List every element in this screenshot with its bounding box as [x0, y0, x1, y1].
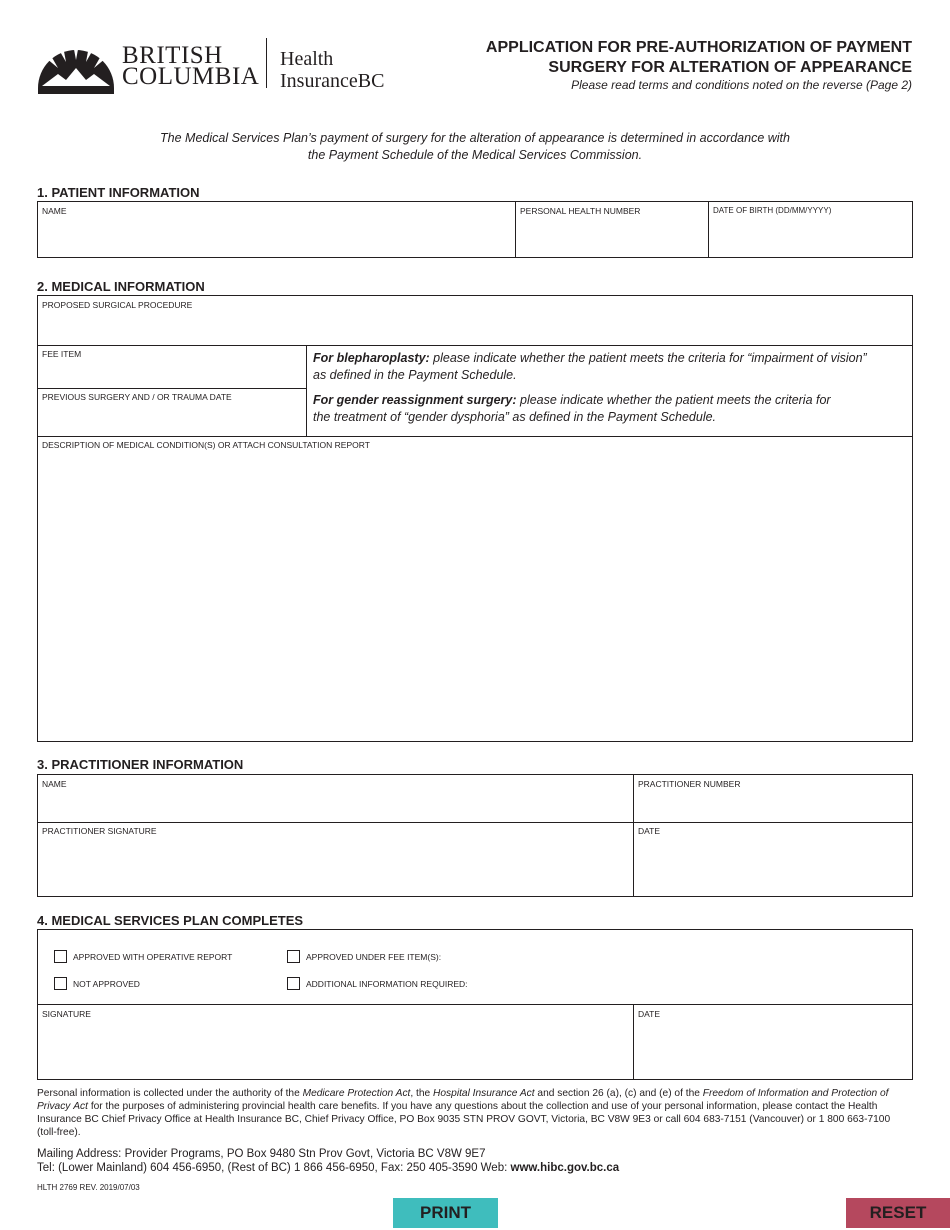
practitioner-date-input[interactable]: [638, 839, 908, 893]
dob-input[interactable]: [713, 220, 909, 254]
phn-input[interactable]: [520, 220, 705, 254]
health-insurance-bc-wordmark: Health InsuranceBC: [280, 48, 385, 92]
msp-date-input[interactable]: [638, 1022, 908, 1076]
form-subtitle: Please read terms and conditions noted on the reverse (Page 2): [571, 78, 912, 92]
section-1-title: 1. PATIENT INFORMATION: [37, 185, 200, 200]
phn-label: PERSONAL HEALTH NUMBER: [520, 206, 641, 216]
form-number: HLTH 2769 REV. 2019/07/03: [37, 1183, 140, 1192]
intro-text: The Medical Services Plan’s payment of surgery for the alteration of appearance is determined in accordance with the Payment Schedule of the Medical Services Commission.: [160, 131, 790, 162]
gender-reassignment-criteria: For gender reassignment surgery: please indicate whether the patient meets the criteria for the treatment of “gender dysphoria” as defined in the Payment Schedule.: [313, 393, 831, 424]
fee-item-label: FEE ITEM: [42, 349, 82, 359]
fee-item-input[interactable]: [42, 362, 302, 386]
mailing-address: Mailing Address: Provider Programs, PO Box 9480 Stn Prov Govt, Victoria BC V8W 9E7: [37, 1148, 486, 1160]
practitioner-signature-field[interactable]: [42, 839, 630, 893]
section-4-title: 4. MEDICAL SERVICES PLAN COMPLETES: [37, 913, 304, 928]
logo-divider: [266, 38, 267, 88]
blepharoplasty-criteria: For blepharoplasty: please indicate whether the patient meets the criteria for “impairment of vision” as defined in the Payment Schedule.: [313, 351, 867, 382]
bc-sun-logo-icon: [36, 38, 116, 94]
description-textarea[interactable]: [42, 454, 908, 736]
privacy-notice: Personal information is collected under the authority of the Medicare Protection Act, the Hospital Insurance Act and section 26 (a), (c) and (e) of the Freedom of Information and Protection of Privacy Act for the purposes of administering provincial health care benefits. If you have any questions about the collection and use of your personal information, please contact the Health Insurance BC Chief Privacy Office at Health Insurance BC, Chief Privacy Office, PO Box 9035 STN PROV GOVT, Victoria, BC V8W 9E3 or call 604 683-7151 (Vancouver) or 1 800 663-7100 (toll-free).: [37, 1088, 891, 1138]
procedure-label: PROPOSED SURGICAL PROCEDURE: [42, 300, 193, 310]
not-approved-checkbox[interactable]: [54, 977, 67, 990]
description-label: DESCRIPTION OF MEDICAL CONDITION(S) OR ATTACH CONSULTATION REPORT: [42, 440, 370, 450]
not-approved-label: NOT APPROVED: [73, 978, 140, 989]
approved-fee-option[interactable]: [287, 950, 441, 963]
patient-info-box: [37, 201, 913, 258]
practitioner-number-label: PRACTITIONER NUMBER: [638, 779, 741, 789]
previous-surgery-label: PREVIOUS SURGERY AND / OR TRAUMA DATE: [42, 392, 232, 402]
practitioner-name-input[interactable]: [42, 793, 630, 819]
msp-signature-label: SIGNATURE: [42, 1009, 91, 1019]
practitioner-info-box: [37, 774, 913, 897]
patient-name-label: NAME: [42, 206, 67, 216]
not-approved-option[interactable]: [54, 977, 140, 990]
practitioner-name-label: NAME: [42, 779, 67, 789]
website-link[interactable]: www.hibc.gov.bc.ca: [510, 1162, 620, 1174]
practitioner-number-input[interactable]: [638, 793, 908, 819]
practitioner-signature-label: PRACTITIONER SIGNATURE: [42, 826, 157, 836]
contact-info: [37, 1147, 619, 1175]
additional-info-checkbox[interactable]: [287, 977, 300, 990]
approved-operative-label: APPROVED WITH OPERATIVE REPORT: [73, 951, 233, 962]
practitioner-date-label: DATE: [638, 826, 661, 836]
additional-info-option[interactable]: [287, 977, 468, 990]
british-columbia-wordmark: BRITISH COLUMBIA: [122, 42, 260, 90]
approved-operative-checkbox[interactable]: [54, 950, 67, 963]
approved-operative-option[interactable]: [54, 950, 232, 963]
procedure-input[interactable]: [42, 314, 908, 342]
dob-label: DATE OF BIRTH (DD/MM/YYYY): [713, 206, 832, 215]
phone-fax: Tel: (Lower Mainland) 604 456-6950, (Rest of BC) 1 866 456-6950, Fax: 250 405-3590 Web:: [37, 1162, 511, 1174]
patient-name-input[interactable]: [42, 220, 512, 254]
section-3-title: 3. PRACTITIONER INFORMATION: [37, 757, 244, 772]
reset-button[interactable]: RESET: [846, 1198, 950, 1228]
approved-fee-checkbox[interactable]: [287, 950, 300, 963]
msp-completes-box: [37, 929, 913, 1080]
additional-info-label: ADDITIONAL INFORMATION REQUIRED:: [306, 978, 468, 989]
msp-date-label: DATE: [638, 1009, 661, 1019]
print-button[interactable]: PRINT: [393, 1198, 498, 1228]
previous-surgery-input[interactable]: [42, 406, 302, 432]
section-2-title: 2. MEDICAL INFORMATION: [37, 279, 205, 294]
form-title: APPLICATION FOR PRE-AUTHORIZATION OF PAYMENT SURGERY FOR ALTERATION OF APPEARANCE: [485, 39, 912, 76]
msp-signature-field[interactable]: [42, 1022, 630, 1076]
approved-fee-label: APPROVED UNDER FEE ITEM(S):: [306, 951, 442, 962]
